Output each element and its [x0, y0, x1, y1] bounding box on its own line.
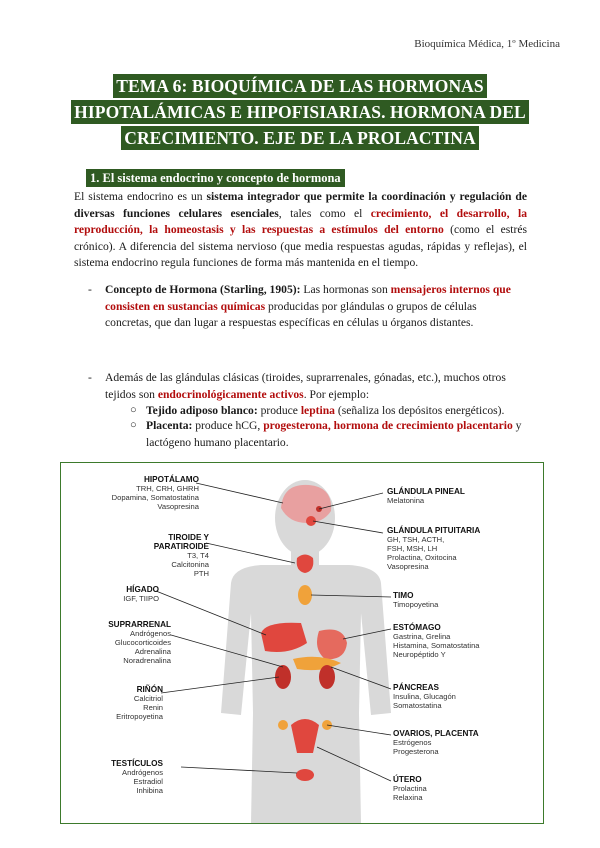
- label-hipotalamo: [69, 475, 199, 511]
- label-tiroide: [119, 533, 209, 578]
- label-title: GLÁNDULA PITUITARIA: [387, 526, 481, 535]
- label-title: HIPOTÁLAMO: [143, 475, 199, 484]
- label-line: Estradiol: [133, 777, 163, 786]
- thymus-shape: [298, 585, 312, 605]
- text-span: El sistema endocrino es un: [74, 190, 207, 203]
- highlight-span: mensajeros internos que consisten en sustancias químicas: [105, 283, 511, 313]
- label-line: Melatonina: [387, 496, 425, 505]
- text-span: (señaliza los depósitos energéticos).: [334, 404, 505, 417]
- label-line: Calcitriol: [133, 694, 163, 703]
- highlight-span: endocrinológicamente activos: [157, 387, 304, 401]
- text-span: Además de las glándulas clásicas (tiroides, suprarrenales, gónadas, etc.), muchos otros tejidos son: [105, 371, 506, 401]
- label-line: Estrógenos: [393, 738, 432, 747]
- circle-bullet-icon: ○: [130, 404, 137, 416]
- label-line: Timopoyetina: [393, 600, 439, 609]
- label-ovarios-placenta: [393, 729, 533, 756]
- label-line: TRH, CRH, GHRH: [136, 484, 199, 493]
- label-line: Vasopresina: [157, 502, 199, 511]
- label-title: RIÑÓN: [136, 685, 163, 694]
- label-line: Histamina, Somatostatina: [393, 641, 480, 650]
- label-line: Andrógenos: [122, 768, 163, 777]
- text-span: produce hCG,: [192, 419, 264, 432]
- circle-bullet-icon: ○: [130, 419, 137, 431]
- label-line: Inhibina: [136, 786, 163, 795]
- bold-span: Tejido adiposo blanco:: [146, 404, 258, 417]
- title-line-1: TEMA 6: BIOQUÍMICA DE LAS HORMONAS: [113, 74, 487, 98]
- text-span: . Por ejemplo:: [303, 387, 370, 401]
- text-span: y lactógeno humano placentario.: [146, 419, 522, 449]
- label-title: SUPRARRENAL: [108, 620, 171, 629]
- label-line: Prolactina, Oxitocina: [387, 553, 457, 562]
- text-span: (como el estrés crónico). A diferencia del sistema nervioso (que media respuestas agudas, rápidas y reflejas), el sistema endocrino regula funciones de forma más mantenida en el tiempo.: [74, 223, 528, 270]
- title-line-2: HIPOTALÁMICAS E HIPOFISIARIAS. HORMONA DEL: [71, 100, 529, 124]
- label-line: FSH, MSH, LH: [387, 544, 438, 553]
- label-line: PTH: [193, 569, 209, 578]
- label-timo: [393, 591, 533, 609]
- title-line-3: CRECIMIENTO. EJE DE LA PROLACTINA: [121, 126, 479, 150]
- label-line: Prolactina: [393, 784, 427, 793]
- label-line: Dopamina, Somatostatina: [111, 493, 199, 502]
- label-line: Eritropoyetina: [116, 712, 163, 721]
- label-glandula-pineal: [387, 487, 537, 505]
- label-line: Gastrina, Grelina: [393, 632, 451, 641]
- label-title: GLÁNDULA PINEAL: [387, 487, 465, 496]
- label-line: Noradrenalina: [123, 656, 171, 665]
- page-title: [0, 73, 600, 151]
- label-title: TESTÍCULOS: [111, 759, 163, 768]
- highlight-span: crecimiento, el desarrollo, la reproducción, la homeostasis y las respuestas a estímulos del entorno: [74, 206, 527, 237]
- label-line: Adrenalina: [134, 647, 171, 656]
- label-estomago: [393, 623, 539, 659]
- label-line: Glucocorticoides: [114, 638, 171, 647]
- label-utero: [393, 775, 533, 802]
- sub-bullet-placenta: [130, 418, 526, 451]
- label-line: GH, TSH, ACTH,: [387, 535, 445, 544]
- label-title: HÍGADO: [126, 585, 159, 594]
- label-line: Renin: [143, 703, 163, 712]
- label-line: Neuropéptido Y: [393, 650, 446, 659]
- intro-paragraph: [74, 189, 527, 272]
- label-title: TIROIDE Y PARATIROIDE: [153, 533, 209, 551]
- label-rinon: [81, 685, 163, 721]
- text-span: Las hormonas son: [300, 283, 391, 296]
- label-title: TIMO: [393, 591, 414, 600]
- bullet-hormone-concept: [88, 282, 525, 332]
- label-line: Progesterona: [393, 747, 439, 756]
- text-span: producidas por glándulas o grupos de células concretas, que dan lugar a respuestas específicas en células u órganos distantes.: [105, 299, 477, 330]
- testicles-shape: [296, 769, 314, 781]
- text-span: , tales como el: [278, 206, 371, 220]
- bullet-dash: -: [88, 283, 92, 296]
- label-title: ÚTERO: [393, 775, 422, 784]
- endocrine-system-figure: [60, 462, 544, 824]
- bullet-active-tissues: [88, 370, 527, 403]
- section-heading-1: 1. El sistema endocrino y concepto de hormona: [86, 169, 345, 187]
- label-higado: [79, 585, 159, 603]
- label-line: Andrógenos: [130, 629, 171, 638]
- highlight-span: progesterona, hormona de crecimiento placentario: [263, 419, 513, 432]
- bold-span: Concepto de Hormona (Starling, 1905):: [105, 283, 301, 296]
- label-glandula-pituitaria: [387, 526, 537, 571]
- bullet-dash: -: [88, 371, 92, 384]
- bold-span: Placenta:: [146, 419, 193, 432]
- label-line: Vasopresina: [387, 562, 429, 571]
- text-span: produce: [257, 404, 301, 417]
- course-header: Bioquímica Médica, 1º Medicina: [414, 38, 560, 50]
- label-title: PÁNCREAS: [393, 683, 439, 692]
- kidney-right-shape: [319, 665, 335, 689]
- label-line: Calcitonina: [171, 560, 209, 569]
- label-line: Somatostatina: [393, 701, 442, 710]
- label-line: Insulina, Glucagón: [393, 692, 456, 701]
- highlight-span: leptina: [300, 404, 335, 417]
- label-suprarrenal: [81, 620, 171, 665]
- label-pancreas: [393, 683, 533, 710]
- label-testiculos: [81, 759, 163, 795]
- label-line: IGF, TIIPO: [123, 594, 159, 603]
- ovary-left-shape: [278, 720, 288, 730]
- label-line: T3, T4: [187, 551, 209, 560]
- bold-span: sistema integrador que permite la coordinación y regulación de diversas funciones celulares esenciales: [74, 190, 528, 220]
- label-line: Relaxina: [393, 793, 423, 802]
- label-title: OVARIOS, PLACENTA: [393, 729, 479, 738]
- label-title: ESTÓMAGO: [393, 623, 441, 632]
